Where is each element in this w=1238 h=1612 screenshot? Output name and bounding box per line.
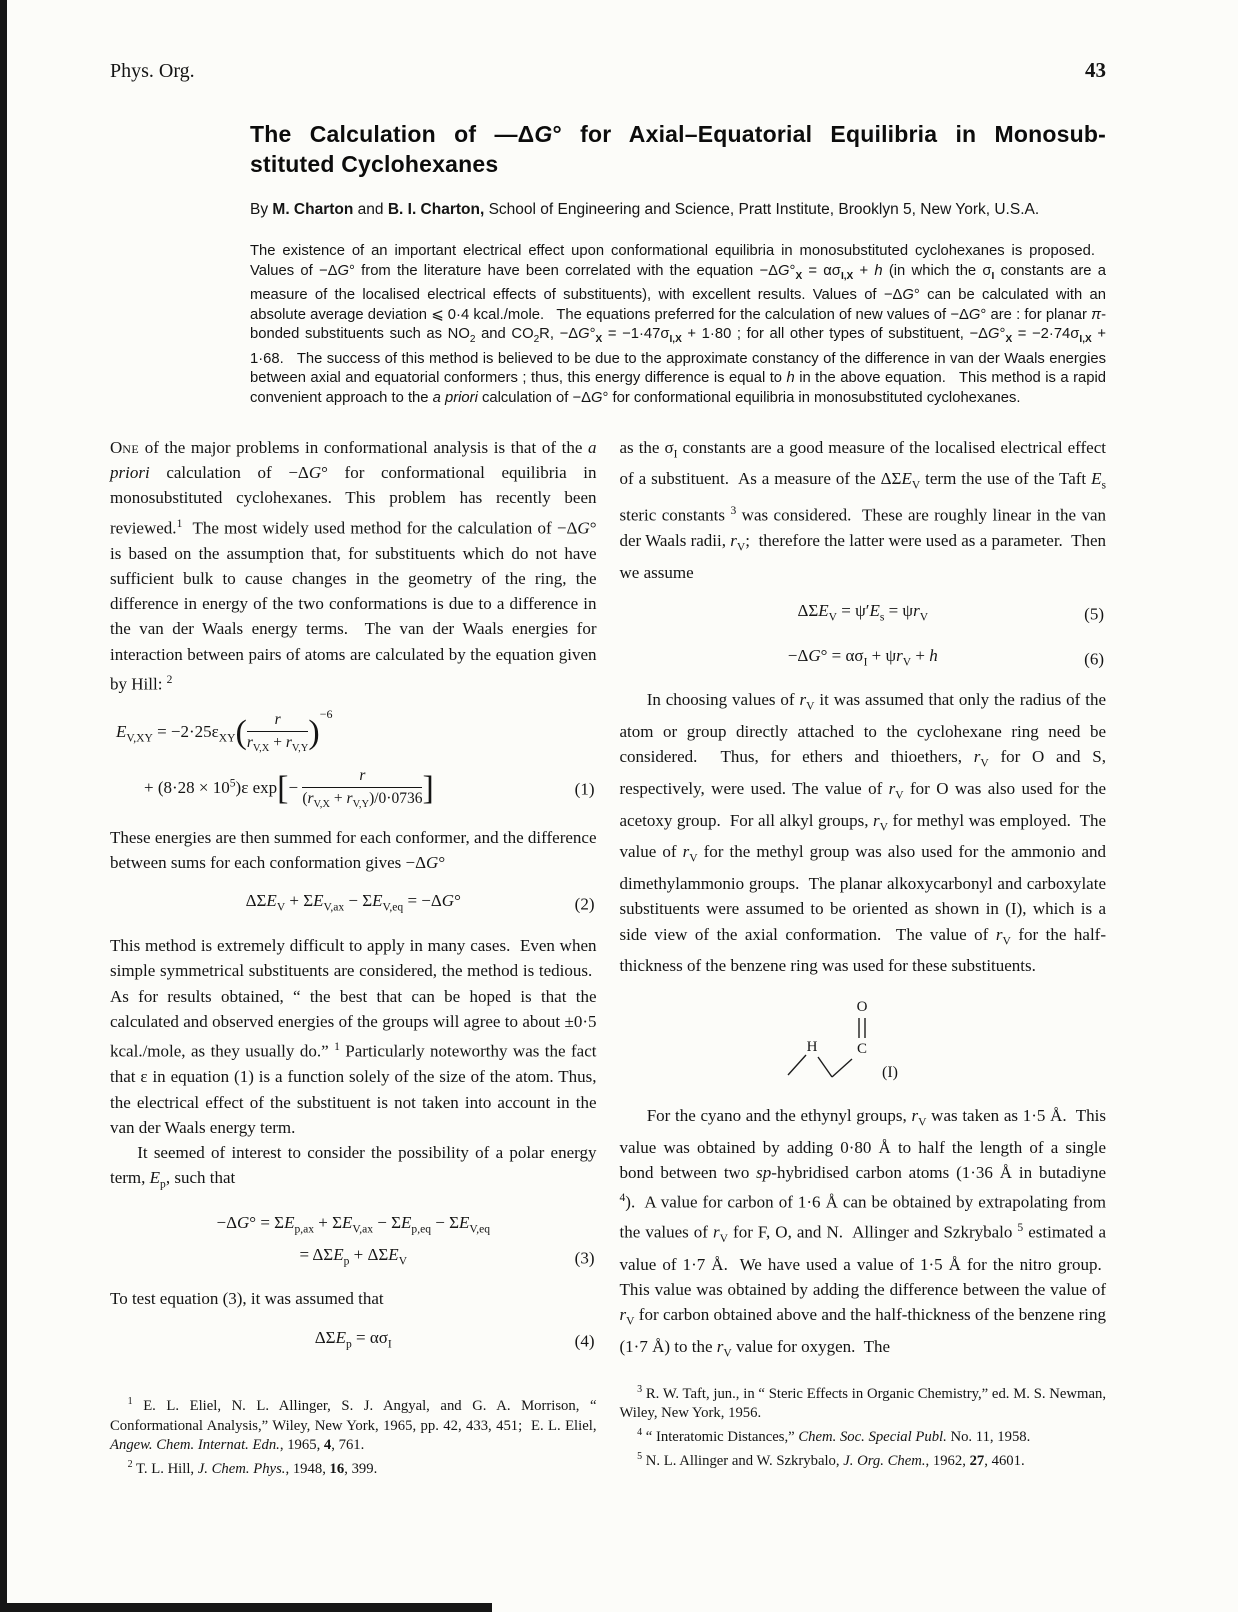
equation-1-line2: [110, 766, 597, 812]
page-number: 43: [1085, 58, 1106, 82]
paragraph: To test equation (3), it was assumed that: [110, 1289, 384, 1309]
footnote-1: $^1$ E. L. Eliel, N. L. Allinger, S. J. Angyal, and G. A. Morrison, “ Conformational Analysis,” Wiley, New York, 1965, pp. 42, 433, 451; E. L. Eliel, Angew. Chem. Internat. Edn., 1965, 4, 761.: [110, 1396, 597, 1453]
atom-c-label: C: [856, 1040, 867, 1057]
running-head: [110, 58, 1106, 83]
abstract: The existence of an important electrical effect upon conformational equilibria in monosubstituted cyclohexanes is proposed. Values of −ΔG° from the literature have been correlated with the equation $-\Delta G^\circ_X = \alpha\sigma_{I,X} + h$ (in which the $\sigma_I$ constants are a measure of the localised electrical effects of substituents), with excellent results. Values of −ΔG° can be calculated with an absolute average deviation ⩽ 0·4 kcal./mole. The equations preferred for the calculation of new values of −ΔG° are : for planar π-bonded substituents such as $NO_2$ and $CO_2R$, $-\Delta G^\circ_X = -1\cdot 47\sigma_{I,X} + 1\cdot 80$ ; for all other types of substituent, $-\Delta G^\circ_X = -2\cdot 74\sigma_{I,X} + 1\cdot 68$. The success of this method is believed to be due to the approximate constancy of the difference in van der Waals energies between axial and equatorial conformers ; thus, this energy difference is equal to h in the above equation. This method is a rapid convenient approach to the a priori calculation of −ΔG° for conformational equilibria in monosubstituted cyclohexanes.: [250, 243, 1107, 407]
structure-drawing: [768, 993, 958, 1088]
footnote-5: $^5$ N. L. Allinger and W. Szkrybalo, J. Org. Chem., 1962, 27, 4601.: [637, 1451, 1025, 1470]
paragraph: These energies are then summed for each conformer, and the difference between sums for each conformation gives −ΔG°: [110, 827, 597, 873]
right-column: [620, 435, 1107, 1480]
equation-3-body: = $\Delta\Sigma E_p + \Delta\Sigma E_V$: [299, 1244, 408, 1268]
atom-h-label: H: [806, 1038, 818, 1055]
article-title: [250, 119, 1106, 179]
left-column: [110, 435, 597, 1480]
equation-2: [110, 888, 597, 920]
chemical-structure-I: [620, 993, 1107, 1095]
footnote-3: $^3$ R. W. Taft, jun., in “ Steric Effects in Organic Chemistry,” ed. M. S. Newman, Wiley, New York, 1956.: [619, 1383, 1106, 1421]
paragraph: For the cyano and the ethynyl groups, $r_V$ was taken as 1·5 Å. This value was obtained by adding 0·80 Å to half the length of a single bond between two sp-hybridised carbon atoms (1·36 Å in butadiyne $^4$). A value for carbon of 1·6 Å can be obtained by extrapolating from the values of $r_V$ for F, O, and N. Allinger and Szkrybalo $^5$ estimated a value of 1·7 Å. We have used a value of 1·5 Å for the nitro group. This value was obtained by adding the difference between the value of $r_V$ for carbon obtained above and the half-thickness of the benzene ring (1·7 Å) to the $r_V$ value for oxygen. The: [619, 1105, 1106, 1360]
equation-3-line1: $-\Delta G^\circ = \Sigma E_{p,ax} + \Sigma E_{V,ax} - \Sigma E_{p,eq} - \Sigma E_{V,eq}$: [216, 1213, 490, 1236]
equation-6-number: (6): [1084, 648, 1104, 668]
equation-1: [110, 707, 597, 812]
equation-5-number: (5): [1084, 604, 1104, 624]
equation-1-line1: $E_{V,XY} = -2\cdot 25\varepsilon_{XY}$( $\frac{r}{r_{V,X} + r_{V,Y}}$ )$^{-6}$: [116, 707, 333, 755]
bond-line: [818, 1057, 832, 1077]
paragraph: One of the major problems in conformational analysis is that of the a priori calculation of −ΔG° for conformational equilibria in monosubstituted cyclohexanes. This problem has recently been reviewed.$^1$ The most widely used method for the calculation of −ΔG° is based on the assumption that, for substituents which do not have sufficient bulk to cause changes in the geometry of the ring, the difference in energy of the two conformations is due to a difference in the van der Waals energy terms. The van der Waals energies for interaction between pairs of atoms are calculated by the equation given by Hill: $^2$: [110, 437, 597, 694]
footnotes-right: [620, 1380, 1107, 1472]
equation-3: [110, 1210, 597, 1273]
bond-line: [832, 1059, 852, 1077]
equation-5: [620, 598, 1107, 630]
two-column-body: [110, 435, 1106, 1480]
equation-2-number: (2): [574, 894, 595, 914]
equation-4-body: $\Delta\Sigma E_p = \alpha\sigma_I$: [314, 1327, 392, 1351]
paragraph: In choosing values of $r_V$ it was assumed that only the radius of the atom or group directly attached to the cyclohexane ring need be considered. Thus, for ethers and thioethers, $r_V$ for O and S, respectively, were used. The value of $r_V$ for O was also used for the acetoxy group. For all alkyl groups, $r_V$ for methyl was employed. The value of $r_V$ for the methyl group was also used for the ammonio and dimethylammonio groups. The planar alkoxycarbonyl and carboxylate substituents were assumed to be oriented as shown in (I), which is a side view of the axial conformation. The value of $r_V$ for the half-thickness of the benzene ring was used for these substituents.: [619, 690, 1107, 976]
equation-6-body: $-\Delta G^\circ = \alpha\sigma_I + \psi r_V + h$: [787, 645, 938, 669]
equation-2-body: $\Delta\Sigma E_V + \Sigma E_{V,ax} - \Sigma E_{V,eq} = -\Delta G^\circ$: [245, 891, 461, 914]
bond-line: [788, 1055, 806, 1075]
article-title-line2: stituted Cyclohexanes: [250, 151, 499, 177]
equation-1-number: (1): [574, 779, 595, 799]
article-title-line1: The Calculation of —ΔG° for Axial–Equatorial Equilibria in Monosub-: [250, 121, 1106, 147]
footnote-2: $^2$ T. L. Hill, J. Chem. Phys., 1948, 16, 399.: [127, 1459, 378, 1478]
atom-o-label: O: [856, 998, 868, 1015]
structure-label: (I): [881, 1063, 898, 1081]
equation-1-body: + $(8\cdot 28 \times 10^5)\varepsilon$ exp[− $\frac{r}{(r_{V,X} + r_{V,Y})/0\cdot 0736}$ ]: [144, 766, 434, 811]
equation-4-number: (4): [574, 1330, 595, 1350]
footnote-4: $^4$ “ Interatomic Distances,” Chem. Soc. Special Publ. No. 11, 1958.: [637, 1426, 1031, 1445]
scan-edge-bottom: [0, 1603, 492, 1612]
scan-edge-left: [0, 0, 7, 1612]
footnotes-left: [110, 1392, 597, 1479]
equation-3-number: (3): [574, 1247, 595, 1267]
equation-3-line2: [110, 1242, 597, 1274]
journal-section-label: Phys. Org.: [110, 60, 195, 82]
paragraph: as the $\sigma_I$ constants are a good measure of the localised electrical effect of a substituent. As a measure of the $\Delta\Sigma E_V$ term the use of the Taft $E_s$ steric constants $^3$ was considered. These are roughly linear in the van der Waals radii, $r_V$; therefore the latter were used as a parameter. Then we assume: [619, 437, 1106, 582]
paragraph: This method is extremely difficult to apply in many cases. Even when simple symmetrical substituents are considered, the method is tedious. As for results obtained, “ the best that can be hoped is that the calculated and observed energies of the groups will agree to about ±0·5 kcal./mole, as they usually do.” $^1$ Particularly noteworthy was the fact that ε in equation (1) is a function solely of the size of the atom. Thus, the electrical effect of the substituent is not taken into account in the van der Waals energy term.: [110, 936, 597, 1137]
byline: By M. Charton and B. I. Charton, School of Engineering and Science, Pratt Institute, Brooklyn 5, New York, U.S.A.: [250, 201, 1040, 218]
equation-4: [110, 1325, 597, 1357]
paragraph: It seemed of interest to consider the possibility of a polar energy term, $E_p$, such that: [110, 1143, 597, 1191]
equation-6: [620, 643, 1107, 675]
page-content: [110, 58, 1106, 1479]
equation-5-body: $\Delta\Sigma E_V = \psi'E_s = \psi r_V$: [797, 600, 929, 624]
